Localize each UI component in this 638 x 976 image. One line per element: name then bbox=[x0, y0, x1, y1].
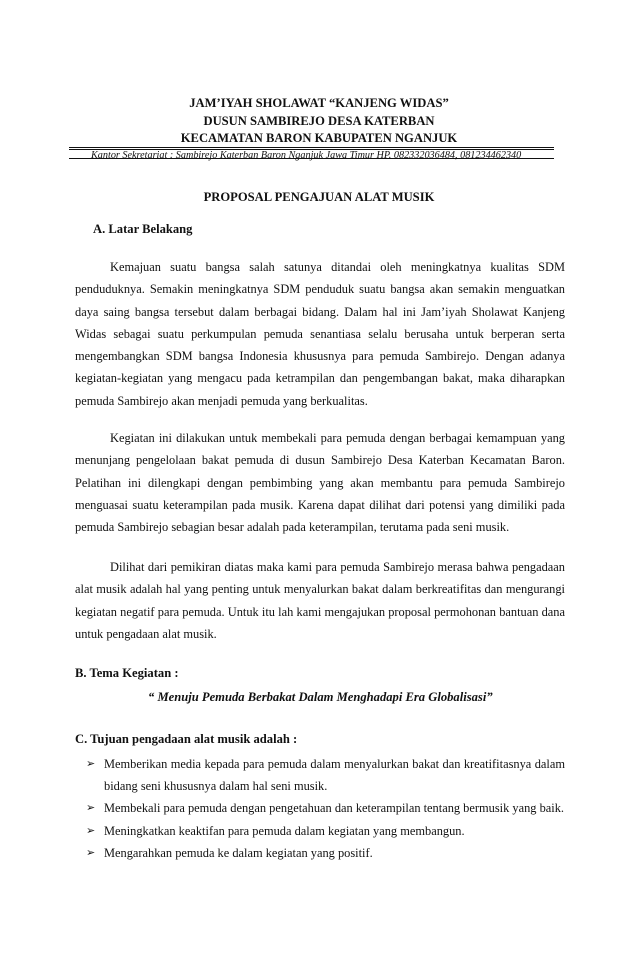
paragraph-text: Dilihat dari pemikiran diatas maka kami para pemuda Sambirejo merasa bahwa pengadaan alat musik adalah hal yang penting untuk menyalurkan bakat dalam berkreatifitas dan mengurangi kegiatan negatif para pemuda. Untuk itu lah kami mengajukan proposal permohonan bantuan dana untuk pengadaan alat musik. bbox=[75, 560, 565, 641]
section-b-heading: B. Tema Kegiatan : bbox=[75, 666, 179, 680]
arrow-bullet-icon: ➢ bbox=[86, 823, 96, 837]
list-item-text: Memberikan media kepada para pemuda dalam menyalurkan bakat dan kreatifitasnya dalam bidang seni khususnya dalam hal seni musik. bbox=[104, 757, 565, 794]
list-item bbox=[86, 842, 565, 864]
list-item-text: Meningkatkan keaktifan para pemuda dalam kegiatan yang membangun. bbox=[104, 823, 465, 838]
section-a-heading: A. Latar Belakang bbox=[93, 222, 193, 236]
document-title: PROPOSAL PENGAJUAN ALAT MUSIK bbox=[203, 190, 435, 204]
list-item bbox=[86, 753, 565, 797]
org-hamlet: DUSUN SAMBIREJO DESA KATERBAN bbox=[203, 114, 435, 128]
list-item bbox=[86, 820, 565, 842]
paragraph-background-2 bbox=[75, 427, 565, 538]
objectives-list bbox=[86, 753, 565, 864]
arrow-bullet-icon: ➢ bbox=[86, 757, 96, 770]
paragraph-text: Kemajuan suatu bangsa salah satunya ditandai oleh meningkatnya kualitas SDM penduduknya. Semakin meningkatnya SDM penduduk suatu bangsa akan semakin menguatkan daya saing bangsa tersebut dalam berbagai bidang. Dalam hal ini Jam’iyah Sholawat Kanjeng Widas sebagai suatu perkumpulan pemuda senantiasa selalu berusaha untuk berperan serta mengembangkan SDM bangsa Indonesia khususnya para pemuda Sambirejo. Dengan adanya kegiatan-kegiatan yang mengacu pada ketrampilan dan pengembangan bakat, maka diharapkan pemuda Sambirejo akan menjadi pemuda yang berkualitas. bbox=[75, 260, 565, 408]
secretariat-address: Kantor Sekretariat : Sambirejo Katerban Baron Nganjuk Jawa Timur HP. 082332036484, 081234462340 bbox=[69, 147, 554, 159]
org-name: JAM’IYAH SHOLAWAT “KANJENG WIDAS” bbox=[189, 96, 449, 110]
list-item-text: Mengarahkan pemuda ke dalam kegiatan yang positif. bbox=[104, 845, 373, 860]
paragraph-text: Kegiatan ini dilakukan untuk membekali para pemuda dengan berbagai kemampuan yang menunjang pengelolaan bakat pemuda di dusun Sambirejo Desa Katerban Kecamatan Baron. Pelatihan ini dilengkapi dengan pembimbing yang akan membantu para pemuda Sambirejo menguasai suatu keterampilan pada musik. Karena dapat dilihat dari potensi yang dimiliki pada pemuda Sambirejo sebagian besar adalah pada keterampilan, terutama pada seni musik. bbox=[75, 431, 565, 535]
org-district: KECAMATAN BARON KABUPATEN NGANJUK bbox=[180, 131, 458, 145]
section-c-heading: C. Tujuan pengadaan alat musik adalah : bbox=[75, 732, 298, 746]
activity-theme: “ Menuju Pemuda Berbakat Dalam Menghadapi Era Globalisasi” bbox=[148, 690, 493, 704]
arrow-bullet-icon: ➢ bbox=[86, 845, 96, 859]
paragraph-background-3 bbox=[75, 556, 565, 645]
list-item bbox=[86, 797, 565, 819]
arrow-bullet-icon: ➢ bbox=[86, 801, 96, 815]
list-item-text: Membekali para pemuda dengan pengetahuan dan keterampilan tentang bermusik yang baik. bbox=[104, 801, 565, 816]
paragraph-background-1 bbox=[75, 256, 565, 412]
